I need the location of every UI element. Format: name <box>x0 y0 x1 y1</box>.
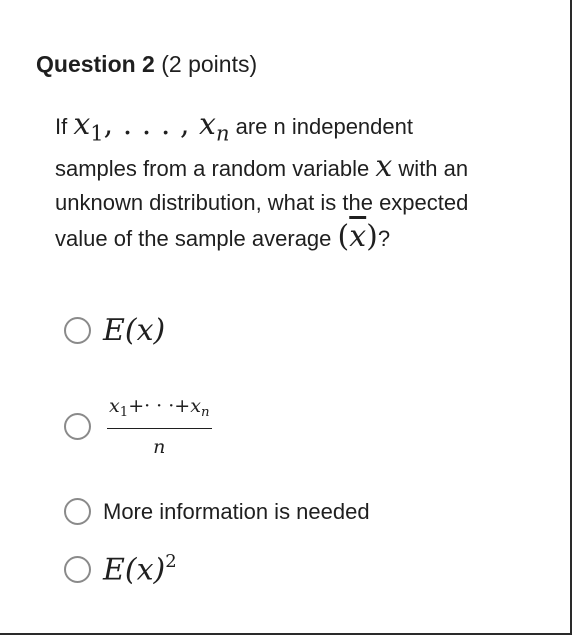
option-2-label[interactable] <box>107 394 212 459</box>
math-x1-sub: 1 <box>90 121 104 146</box>
prompt-line-1-suffix: are n independent <box>235 114 413 139</box>
option-1-arg: (x) <box>124 313 166 348</box>
option-3-label[interactable]: More information is needed <box>103 498 370 524</box>
numerator-xn-sub: n <box>200 404 210 420</box>
answer-option-1[interactable] <box>64 313 165 348</box>
fraction-numerator <box>107 394 212 429</box>
question-prompt <box>55 108 555 256</box>
answer-option-4[interactable] <box>64 551 177 588</box>
paren-close: ) <box>366 219 378 255</box>
numerator-x1: x <box>109 395 120 417</box>
option-4-E: E <box>103 552 125 588</box>
answer-option-3[interactable] <box>64 498 370 525</box>
radio-button-option-4[interactable] <box>64 556 91 583</box>
option-1-E: E <box>103 313 125 348</box>
radio-button-option-2[interactable] <box>64 413 91 440</box>
math-xn: x <box>199 107 216 142</box>
prompt-line-2-prefix: samples from a random variable <box>55 156 370 182</box>
math-variable-x: x <box>375 149 393 185</box>
prompt-question-mark: ? <box>377 226 391 252</box>
option-4-label[interactable] <box>103 551 177 588</box>
question-title: Question 2 <box>36 51 155 77</box>
question-points: (2 points) <box>161 51 258 77</box>
radio-button-option-3[interactable] <box>64 498 91 525</box>
numerator-xn: x <box>190 395 201 417</box>
prompt-line-2-suffix: with an <box>398 156 469 182</box>
math-xbar: $\overline{x}$ <box>349 219 367 255</box>
math-x1: x <box>73 107 91 142</box>
numerator-x1-sub: 1 <box>119 404 129 420</box>
prompt-line-4 <box>55 220 555 256</box>
answer-option-2[interactable] <box>64 394 212 459</box>
option-4-exponent: 2 <box>165 551 177 572</box>
option-2-fraction <box>107 394 212 459</box>
option-1-label[interactable] <box>103 313 165 348</box>
question-header <box>36 49 257 79</box>
prompt-if: If <box>55 114 68 139</box>
math-ellipsis: , . . . , <box>103 107 190 142</box>
fraction-denominator: n <box>153 435 166 458</box>
math-x-sequence <box>73 107 230 146</box>
prompt-line-4-prefix: value of the sample average <box>55 226 332 252</box>
numerator-plus-dots: +· · ·+ <box>128 395 191 417</box>
radio-button-option-1[interactable] <box>64 317 91 344</box>
prompt-line-1 <box>55 108 555 150</box>
prompt-line-3: unknown distribution, what is the expected <box>55 190 469 216</box>
prompt-line-2 <box>55 150 555 186</box>
paren-open: ( <box>337 219 350 255</box>
option-4-arg: (x) <box>124 552 166 588</box>
math-xn-sub: n <box>215 121 230 146</box>
